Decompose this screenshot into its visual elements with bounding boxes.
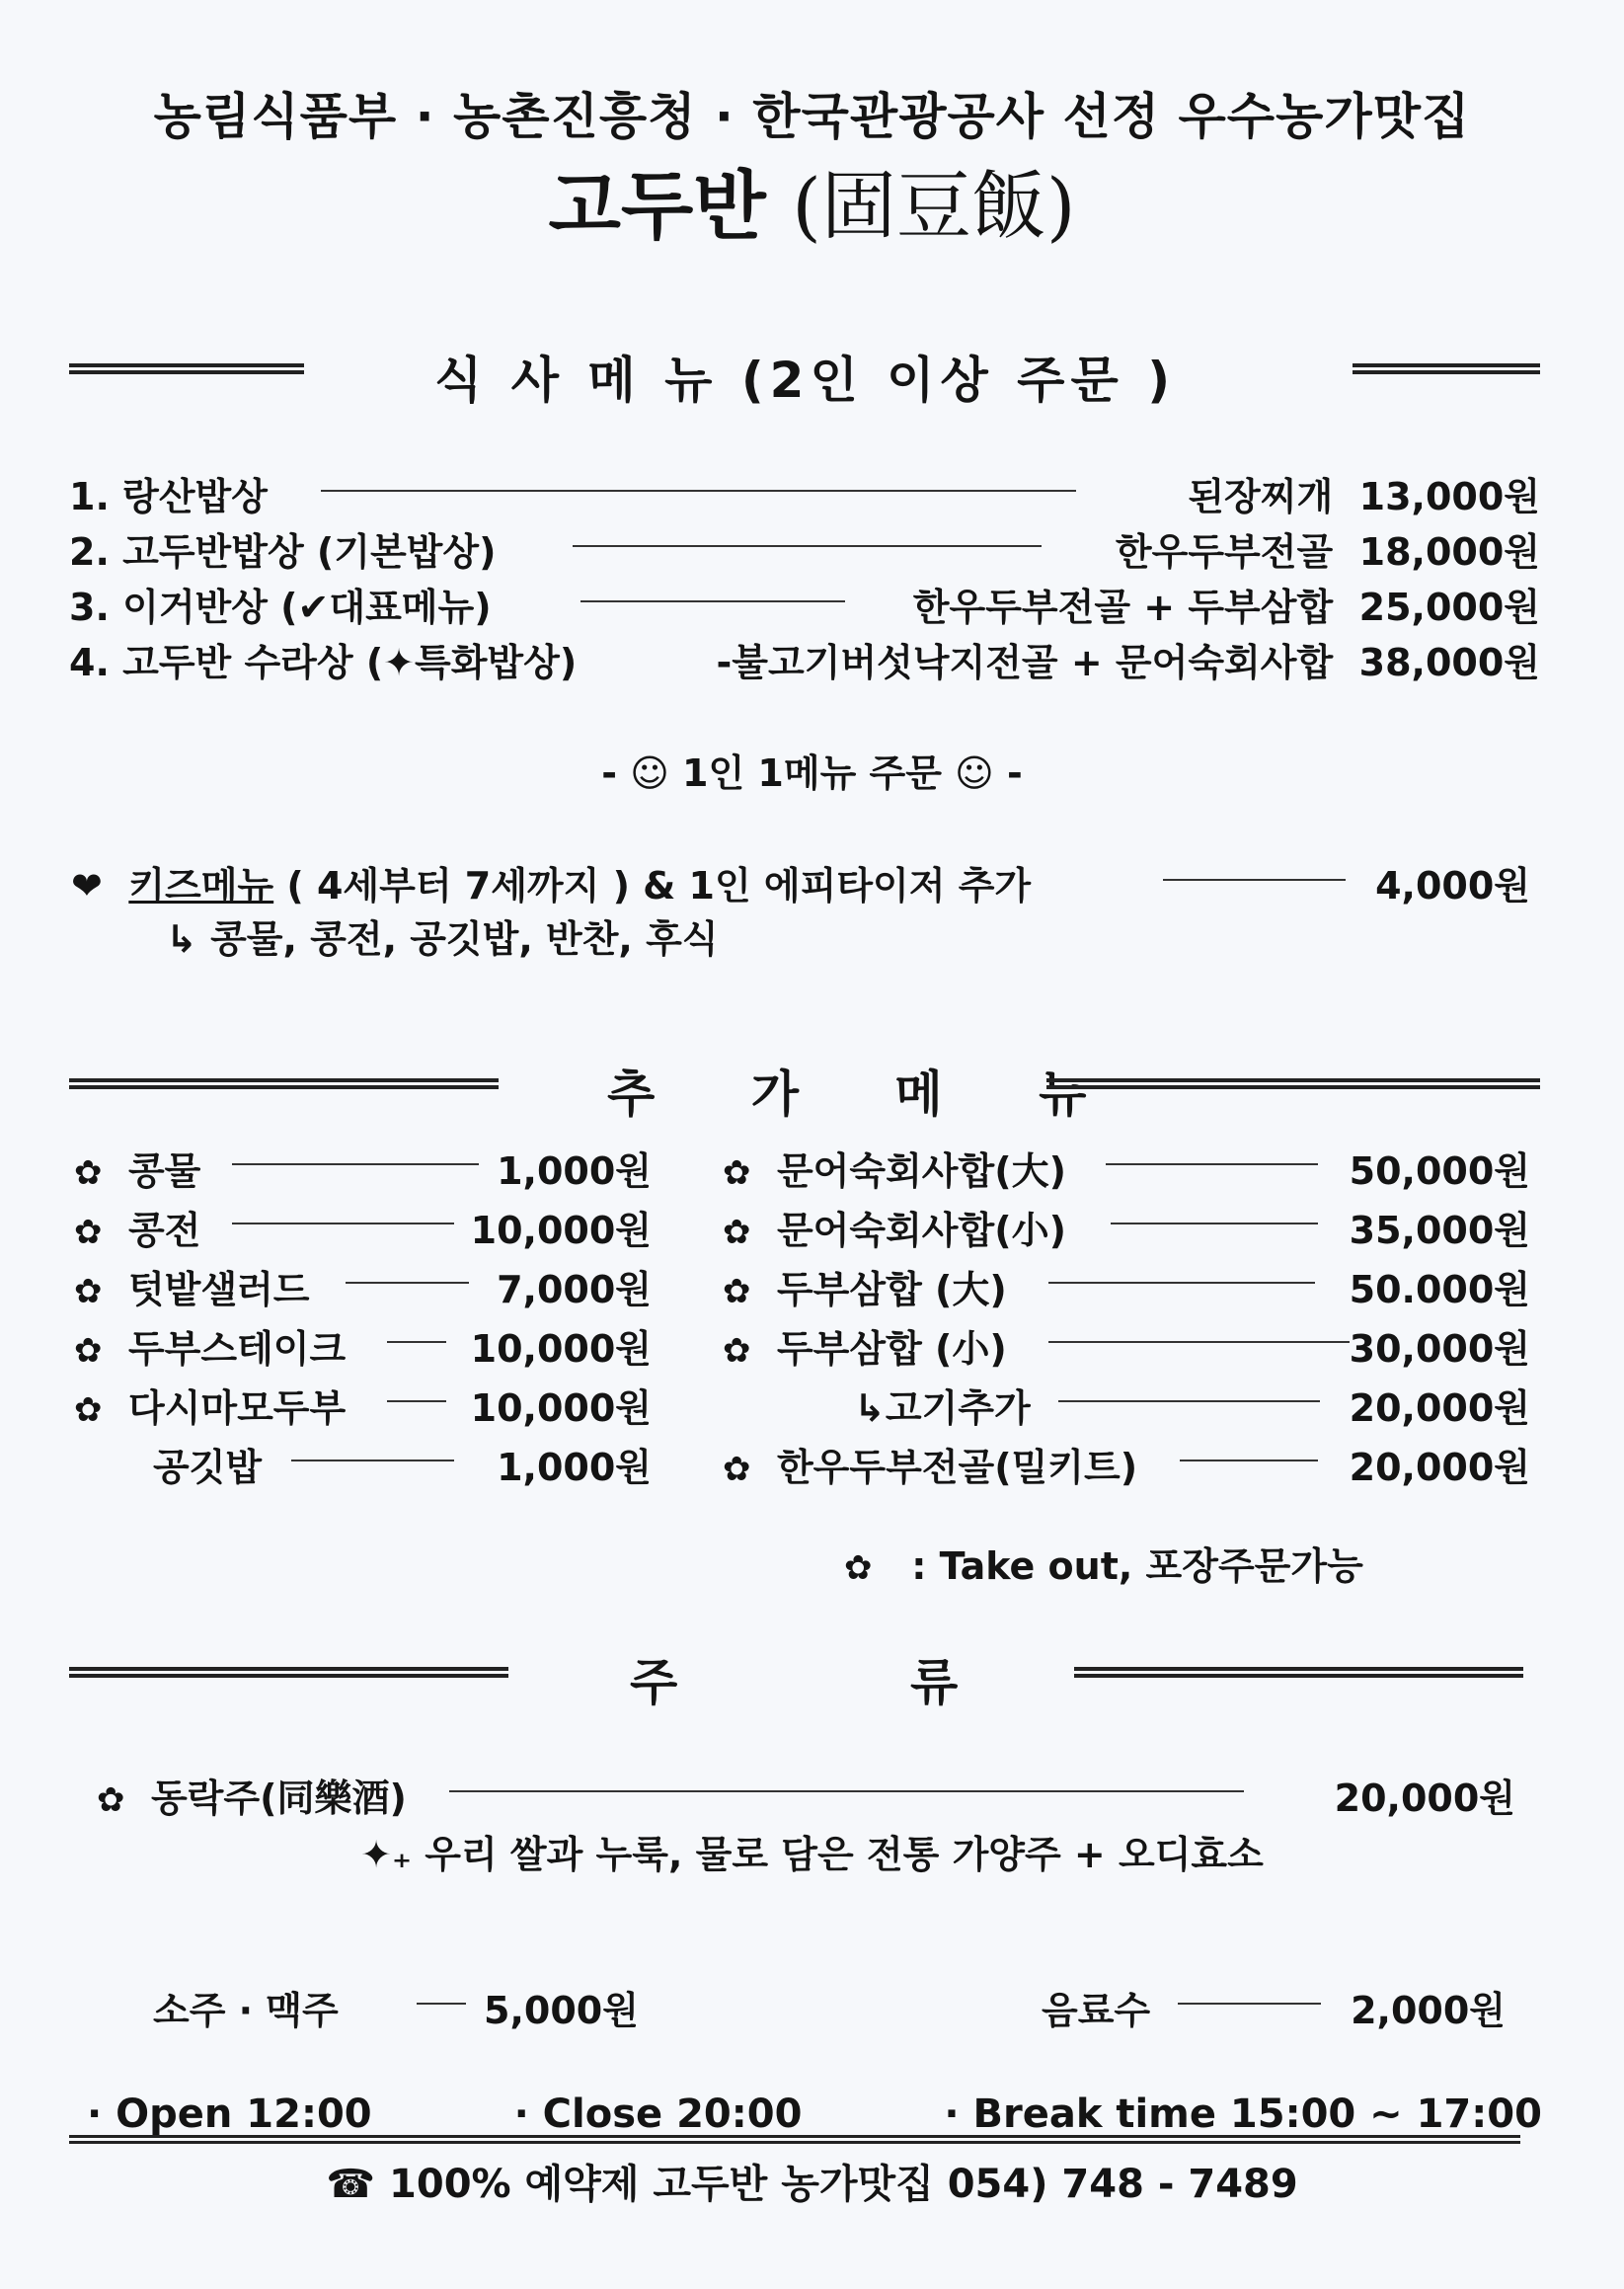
flower-icon: ✿ [723, 1331, 751, 1371]
dongrak-name: 동락주(同樂酒) [150, 1776, 407, 1820]
leader-line [346, 1282, 469, 1284]
restaurant-title [0, 146, 1624, 254]
extra-section-title: 추 가 메 뉴 [607, 1066, 1126, 1123]
leader-line [321, 490, 1076, 492]
extra-left-2-name: 콩전 [127, 1209, 201, 1252]
leader-line [1163, 879, 1346, 881]
leader-line [449, 1790, 1244, 1792]
divider-right [1074, 1667, 1523, 1678]
kids-menu-row [71, 855, 1031, 909]
extra-right-6 [723, 1437, 1137, 1491]
extra-right-2-name: 문어숙회사합(小) [776, 1209, 1066, 1252]
business-hours [87, 2092, 1542, 2137]
flower-icon: ✿ [723, 1213, 751, 1252]
flower-icon: ✿ [74, 1272, 103, 1311]
meal-item-1-desc: 된장찌개 [1188, 475, 1334, 518]
close-time: · Close 20:00 [513, 2092, 803, 2137]
meal-item-3-name: 3. 이거반상 (✔대표메뉴) [69, 586, 492, 629]
divider-right [1046, 1078, 1540, 1089]
extra-right-3-name: 두부삼합 (大) [776, 1268, 1007, 1311]
divider-left [69, 1667, 508, 1678]
flower-icon: ✿ [97, 1780, 125, 1820]
soju-price: 5,000원 [484, 1989, 639, 2032]
flower-icon: ✿ [74, 1213, 103, 1252]
leader-line [1048, 1282, 1315, 1284]
meal-item-1-price: 13,000원 [1358, 475, 1540, 518]
flower-icon: ✿ [844, 1548, 873, 1588]
meal-item-3-price: 25,000원 [1358, 586, 1540, 629]
extra-left-5-price: 10,000원 [470, 1386, 652, 1430]
leader-line [1058, 1400, 1320, 1402]
extra-left-4-name: 두부스테이크 [127, 1327, 347, 1371]
meal-item-1-price-group [1188, 466, 1540, 520]
extra-right-6-name: 한우두부전골(밀키트) [776, 1446, 1138, 1489]
open-time: · Open 12:00 [87, 2092, 372, 2137]
meal-item-4-price: 38,000원 [1358, 641, 1540, 684]
restaurant-name: 고두반 [548, 162, 766, 250]
beverage-price: 2,000원 [1351, 1989, 1506, 2032]
dongrak-desc: ✦₊ 우리 쌀과 누룩, 물로 담은 전통 가양주 + 오디효소 [360, 1833, 1264, 1876]
footer-divider [69, 2135, 1520, 2144]
extra-left-1-price: 1,000원 [497, 1149, 652, 1193]
extra-right-5-name: ↳고기추가 [854, 1386, 1031, 1430]
drink-section-title-left: 주 [630, 1654, 684, 1711]
divider-left [69, 363, 304, 374]
extra-right-3 [723, 1259, 1007, 1313]
soju-name: 소주 · 맥주 [153, 1989, 339, 2032]
extra-right-4-name: 두부삼합 (小) [776, 1327, 1007, 1371]
meal-section-title: 식 사 메 뉴 (2인 이상 주문 ) [434, 352, 1177, 409]
drink-section-title-right: 류 [910, 1654, 965, 1711]
reservation-line: ☎ 100% 예약제 고두반 농가맛집 054) 748 - 7489 [326, 2162, 1298, 2207]
extra-left-2-price: 10,000원 [470, 1209, 652, 1252]
extra-left-2 [74, 1200, 200, 1254]
meal-item-1-name: 1. 랑산밥상 [69, 475, 268, 518]
extra-right-5 [854, 1378, 1031, 1432]
flower-icon: ✿ [74, 1331, 103, 1371]
flower-icon: ✿ [723, 1153, 751, 1193]
meal-item-3-desc: 한우두부전골 + 두부삼합 [912, 586, 1334, 629]
extra-left-5 [74, 1378, 346, 1432]
flower-icon: ✿ [74, 1153, 103, 1193]
restaurant-hanja: (固豆飯) [792, 162, 1076, 250]
meal-item-2-price-group [1116, 521, 1540, 576]
extra-right-2-price: 35,000원 [1349, 1209, 1530, 1252]
extra-left-5-name: 다시마모두부 [127, 1386, 347, 1430]
divider-right [1353, 363, 1540, 374]
extra-right-5-price: 20,000원 [1349, 1386, 1530, 1430]
extra-right-2 [723, 1200, 1066, 1254]
flower-icon: ✿ [723, 1272, 751, 1311]
leader-line [232, 1223, 454, 1224]
extra-left-6 [153, 1437, 262, 1491]
meal-item-2-price: 18,000원 [1358, 530, 1540, 574]
leader-line [1106, 1163, 1318, 1165]
one-person-note: - ☺ 1인 1메뉴 주문 ☺ - [601, 751, 1023, 795]
extra-right-1-price: 50,000원 [1349, 1149, 1530, 1193]
extra-left-4 [74, 1318, 346, 1373]
leader-line [1180, 1460, 1318, 1461]
leader-line [573, 545, 1042, 547]
leader-line [580, 600, 845, 602]
extra-right-4 [723, 1318, 1007, 1373]
takeout-note [844, 1536, 1363, 1590]
beverage-name: 음료수 [1042, 1989, 1151, 2032]
extra-left-1-name: 콩물 [127, 1149, 201, 1193]
extra-right-1 [723, 1141, 1066, 1195]
flower-icon: ✿ [723, 1450, 751, 1489]
leader-line [1048, 1341, 1350, 1343]
kids-menu-includes: ↳ 콩물, 콩전, 공깃밥, 반찬, 후식 [166, 917, 719, 961]
extra-left-3 [74, 1259, 310, 1313]
meal-item-4-desc: -불고기버섯낙지전골 + 문어숙회사합 [716, 641, 1334, 684]
leader-line [1178, 2003, 1321, 2005]
extra-right-1-name: 문어숙회사합(大) [776, 1149, 1066, 1193]
certification-line: 농림식품부 · 농촌진흥청 · 한국관광공사 선정 우수농가맛집 [153, 88, 1471, 145]
leader-line [1111, 1223, 1318, 1224]
extra-right-3-price: 50.000원 [1349, 1268, 1530, 1311]
extra-right-6-price: 20,000원 [1349, 1446, 1530, 1489]
flower-icon: ✿ [74, 1390, 103, 1430]
extra-left-3-name: 텃밭샐러드 [127, 1268, 310, 1311]
meal-item-3-price-group [913, 577, 1540, 631]
extra-left-1 [74, 1141, 200, 1195]
meal-item-2-name: 2. 고두반밥상 (기본밥상) [69, 530, 497, 574]
leader-line [232, 1163, 479, 1165]
heart-icon: ❤ [71, 864, 103, 908]
leader-line [417, 2003, 466, 2005]
leader-line [387, 1341, 446, 1343]
dongrak-row [97, 1768, 407, 1822]
extra-left-6-price: 1,000원 [497, 1446, 652, 1489]
extra-left-4-price: 10,000원 [470, 1327, 652, 1371]
kids-menu-price: 4,000원 [1375, 864, 1530, 908]
leader-line [291, 1460, 454, 1461]
break-time: · Break time 15:00 ~ 17:00 [944, 2092, 1542, 2137]
extra-right-4-price: 30,000원 [1349, 1327, 1530, 1371]
leader-line [387, 1400, 446, 1402]
extra-left-3-price: 7,000원 [497, 1268, 652, 1311]
dongrak-price: 20,000원 [1334, 1776, 1515, 1820]
kids-menu-name: 키즈메뉴 [128, 864, 274, 908]
kids-menu-desc: ( 4세부터 7세까지 ) & 1인 에피타이저 추가 [286, 864, 1032, 908]
meal-item-2-desc: 한우두부전골 [1115, 530, 1334, 574]
meal-item-4-name: 4. 고두반 수라상 (✦특화밥상) [69, 641, 578, 684]
meal-item-4-price-group [716, 632, 1540, 686]
divider-left [69, 1078, 499, 1089]
extra-left-6-name: 공깃밥 [153, 1446, 263, 1489]
takeout-note-text: : Take out, 포장주문가능 [911, 1544, 1363, 1588]
